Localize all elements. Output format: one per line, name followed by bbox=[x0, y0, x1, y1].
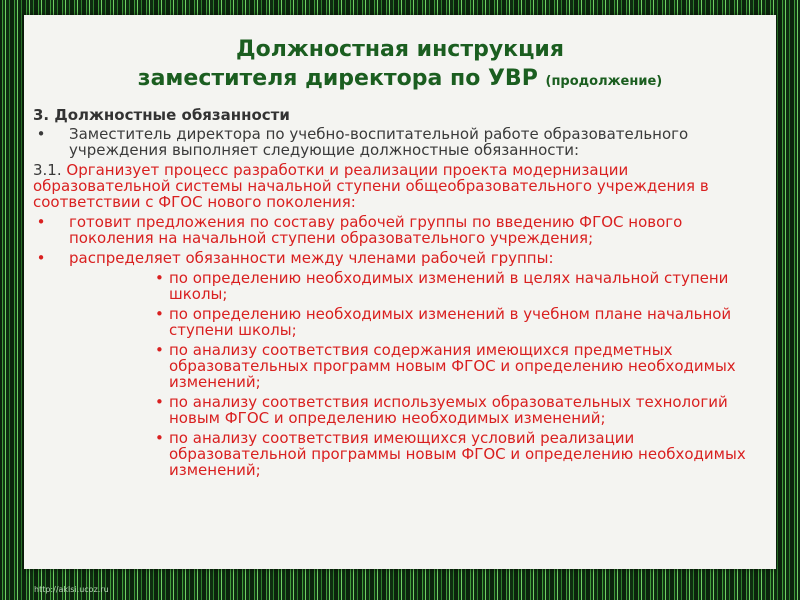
item-text: Организует процесс разработки и реализации проекта модернизации образовательной системы начальной ступени общеобразовательного учреждения в соответствии с ФГОС нового поколения: bbox=[33, 161, 709, 211]
sub-bullet-item bbox=[155, 306, 769, 338]
bullet-item bbox=[33, 214, 769, 246]
sub-bullet-text: по анализу соответствия используемых образовательных технологий новым ФГОС и определению необходимых изменений; bbox=[169, 393, 728, 427]
bullet-dot-icon: • bbox=[36, 249, 46, 267]
title-line-2-text: заместителя директора по УВР bbox=[137, 66, 538, 91]
item-number: 3.1. bbox=[33, 161, 62, 179]
sub-bullet-item bbox=[155, 270, 769, 302]
bullet-text: готовит предложения по составу рабочей группы по введению ФГОС нового поколения на начальной ступени образовательного учреждения; bbox=[69, 213, 683, 247]
sub-bullet-text: по анализу соответствия содержания имеющихся предметных образовательных программ новым ФГОС и определению необходимых изменений; bbox=[169, 341, 736, 391]
sub-bullet-text: по анализу соответствия имеющихся условий реализации образовательной программы новым ФГОС и определению необходимых изменений; bbox=[169, 429, 746, 479]
sub-bullet-text: по определению необходимых изменений в учебном плане начальной ступени школы; bbox=[169, 305, 732, 339]
footer-url[interactable]: http://aklsi.ucoz.ru bbox=[34, 585, 109, 594]
bullet-dot-icon: • bbox=[155, 429, 164, 447]
bullet-dot-icon: • bbox=[155, 341, 164, 359]
bullet-dot-icon: • bbox=[155, 269, 164, 287]
bullet-dot-icon: • bbox=[155, 393, 164, 411]
title-line-1: Должностная инструкция bbox=[236, 37, 564, 62]
sub-bullet-item bbox=[155, 394, 769, 426]
sub-bullet-text: по определению необходимых изменений в целях начальной ступени школы; bbox=[169, 269, 729, 303]
bullet-text: распределяет обязанности между членами рабочей группы: bbox=[69, 249, 554, 267]
section-heading: 3. Должностные обязанности bbox=[33, 106, 290, 124]
slide-content bbox=[33, 107, 769, 482]
title-line-2 bbox=[24, 64, 776, 96]
bullet-dot-icon: • bbox=[155, 305, 164, 323]
sub-bullet-list bbox=[33, 270, 769, 478]
sub-bullet-item bbox=[155, 430, 769, 478]
sub-bullet-item bbox=[155, 342, 769, 390]
item-3-1 bbox=[33, 162, 769, 210]
bullet-item bbox=[33, 250, 769, 266]
intro-bullet-text: Заместитель директора по учебно-воспитательной работе образовательного учреждения выполняет следующие должностные обязанности: bbox=[69, 125, 689, 159]
bullet-dot-icon: • bbox=[36, 213, 46, 231]
bullet-dot-icon: • bbox=[36, 125, 46, 143]
slide-title bbox=[24, 35, 776, 96]
intro-bullet bbox=[33, 126, 769, 158]
title-note: (продолжение) bbox=[545, 74, 663, 89]
slide bbox=[24, 15, 776, 569]
